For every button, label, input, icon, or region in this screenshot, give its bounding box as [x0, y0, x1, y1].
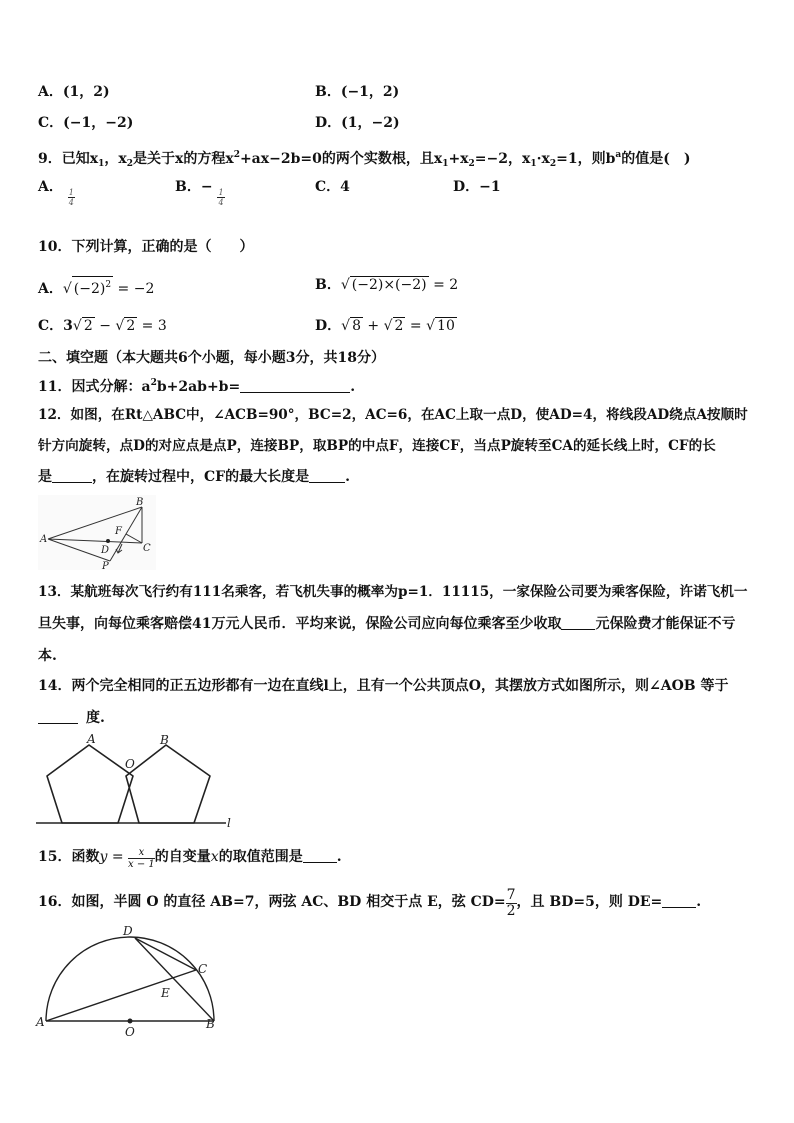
q9-option-a: A． $\frac{1}{4}$	[38, 179, 74, 207]
q13-answer-blank[interactable]	[561, 615, 595, 630]
q11-answer-blank[interactable]	[240, 378, 350, 393]
q13-line-3: 本.	[38, 648, 57, 664]
q14-line-2: 度.	[38, 709, 105, 727]
q16-label-a: A	[36, 1015, 45, 1029]
q12-label-f: F	[115, 526, 122, 537]
section-heading: 二、填空题（本大题共6个小题，每小题3分，共18分）	[38, 350, 385, 366]
q8-option-b: B．(−1，2)	[315, 84, 400, 100]
q10-option-d: D．√ 8 + √ 2 = √ 10	[315, 318, 455, 334]
q14-pentagon-left	[47, 745, 133, 823]
q12-figure	[38, 495, 156, 570]
q8-option-a: A．(1，2)	[38, 84, 110, 100]
q16-label-o: O	[125, 1025, 135, 1039]
q12-line-3: 是 ，在旋转过程中，CF的最大长度是 .	[38, 469, 350, 485]
q14-figure	[36, 733, 240, 831]
q12-label-a: A	[40, 534, 48, 545]
q16-figure	[36, 922, 218, 1040]
q12-answer-blank-1[interactable]	[52, 468, 92, 483]
q15-answer-blank[interactable]	[303, 848, 337, 863]
q12-line-2: 针方向旋转，点D的对应点是点P，连接BP，取BP的中点F，连接CF，当点P旋转至CA的延长线上时，CF的长	[38, 438, 716, 454]
q14-pentagon-right	[126, 745, 210, 823]
q8-option-c: C．(−1，−2)	[38, 115, 134, 131]
q8-option-d: D．(1，−2)	[315, 115, 400, 131]
q16-label-c: C	[198, 962, 208, 976]
q9-stem: 9．已知$x_1$，$x_2$是关于x的方程$x^2+ax-2b=0$的两个实数根，且$x_1+x_2=-2$，$x_1\cdot x_2=1$，则$b^a$的值是( )	[38, 150, 691, 169]
q16-center-point	[128, 1019, 133, 1024]
q10-option-c: C．3√ 2 − √ 2 = 3	[38, 318, 167, 334]
q14-label-o: O	[125, 757, 135, 771]
q10-stem: 10．下列计算，正确的是（ ）	[38, 239, 254, 255]
q12-line-1: 12．如图，在Rt△ABC中，∠ACB=90°，BC=2，AC=6，在AC上取一点D，使AD=4，将线段AD绕点A按顺时	[38, 407, 748, 423]
q16-semicircle	[46, 937, 214, 1021]
q16-label-e: E	[161, 986, 170, 1000]
q12-label-b: B	[136, 497, 144, 508]
q16-label-b: B	[206, 1017, 215, 1031]
q16-answer-blank[interactable]	[662, 893, 696, 908]
q15-stem: 15．函数y = $\frac{x}{x - 1}$ 的自变量x的取值范围是 .	[38, 847, 342, 870]
q14-label-a: A	[87, 732, 96, 746]
q11-stem: 11．因式分解：$a^2b+2ab+b=$ .	[38, 378, 356, 395]
q9-option-d: D．−1	[453, 179, 501, 195]
q12-answer-blank-2[interactable]	[309, 468, 345, 483]
q9-option-c: C．4	[315, 179, 350, 195]
q9-option-b: B．− $\frac{1}{4}$	[175, 179, 224, 207]
q10-option-b: B．√ (−2)×(−2) = 2	[315, 277, 459, 293]
q12-label-c: C	[143, 543, 151, 554]
q14-answer-blank[interactable]	[38, 709, 78, 724]
q14-line-1: 14．两个完全相同的正五边形都有一边在直线l上，且有一个公共顶点O，其摆放方式如图所示，则∠AOB 等于	[38, 678, 729, 694]
q14-label-b: B	[160, 733, 169, 747]
q13-line-1: 13．某航班每次飞行约有111名乘客，若飞机失事的概率为p=1．11115，一家保险公司要为乘客保险，许诺飞机一	[38, 584, 748, 600]
q12-label-d: D	[101, 545, 110, 556]
q12-label-p: P	[102, 561, 109, 572]
q16-label-d: D	[123, 924, 133, 938]
q16-stem: 16．如图，半圆 O 的直径 AB=7，两弦 AC、BD 相交于点 E，弦 CD= $\frac{7}{2}$ ，且 BD=5，则 DE= .	[38, 887, 702, 919]
q14-label-l: l	[227, 816, 231, 830]
q16-chord-cd	[135, 938, 196, 970]
q10-option-a: A．√ $(-2)^2 = -2$	[38, 276, 154, 298]
q12-point-d	[106, 539, 110, 543]
q13-line-2: 旦失事，向每位乘客赔偿41万元人民币．平均来说，保险公司应向每位乘客至少收取 元保险费才能保证不亏	[38, 616, 736, 632]
